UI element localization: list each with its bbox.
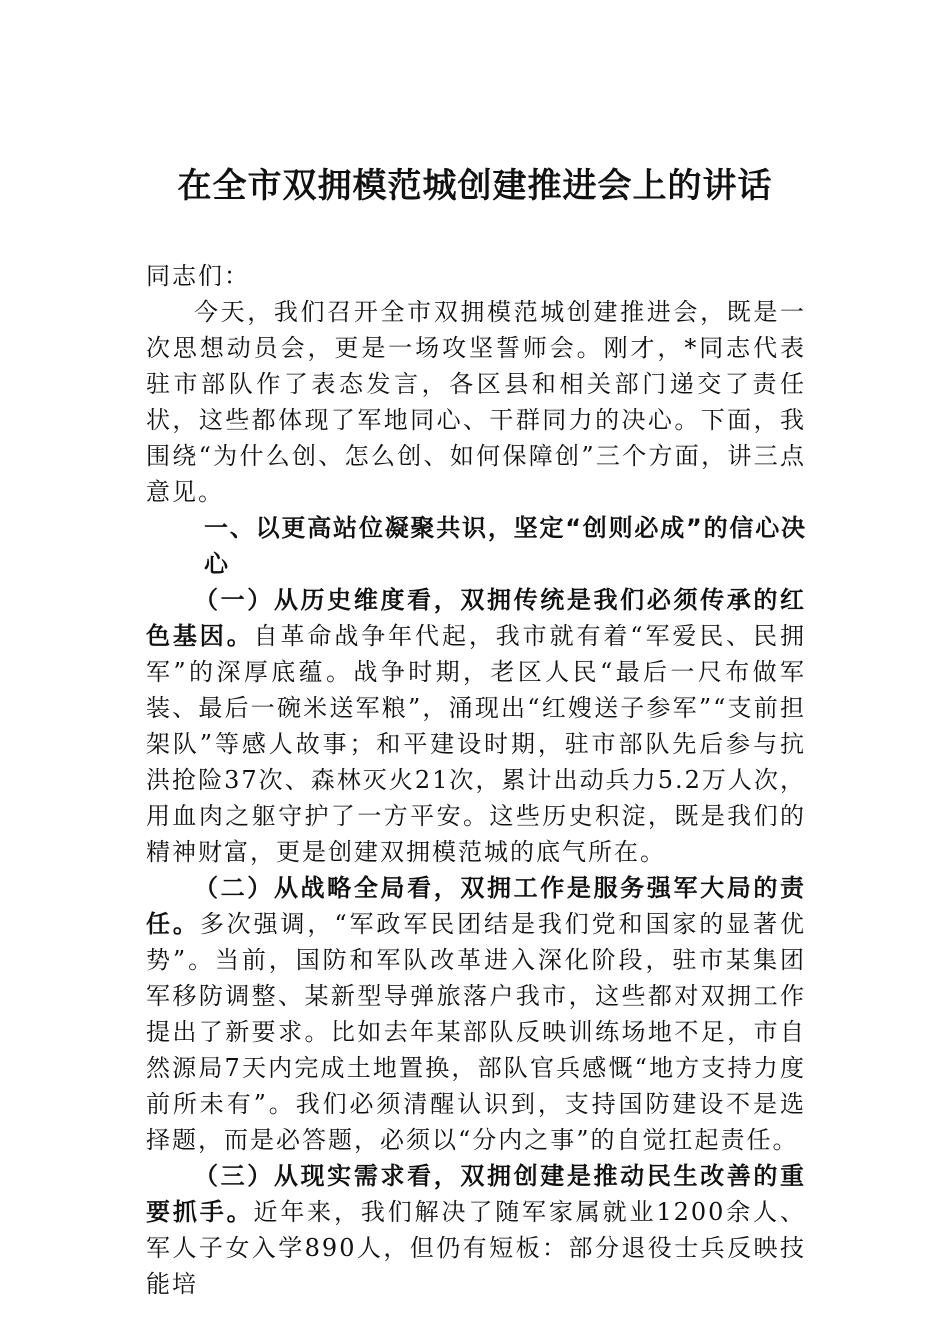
paragraph-1 — [146, 582, 806, 870]
paragraph-3 — [146, 1158, 806, 1302]
intro-paragraph: 今天，我们召开全市双拥模范城创建推进会，既是一次思想动员会，更是一场攻坚誓师会。刚才，*同志代表驻市部队作了表态发言，各区县和相关部门递交了责任状，这些都体现了军地同心、干群同力的决心。下面，我围绕“为什么创、怎么创、如何保障创”三个方面，讲三点意见。 — [146, 298, 806, 506]
paragraph-1-lead: （一）从历史维度看，双拥传统是我们必须传承的红色基因。 — [146, 585, 806, 650]
paragraph-2-body: 多次强调，“军政军民团结是我们党和国家的显著优势”。当前，国防和军队改革进入深化阶段，驻市某集团军移防调整、某新型导弹旅落户我市，这些都对双拥工作提出了新要求。比如去年某部队反映训练场地不足，市自然源局7天内完成土地置换，部队官兵感慨“地方支持力度前所未有”。我们必须清醒认识到，支持国防建设不是选择题，而是必答题，必须以“分内之事”的自觉扛起责任。 — [146, 910, 806, 1154]
paragraph-2-lead: （二）从战略全局看，双拥工作是服务强军大局的责任。 — [146, 873, 806, 938]
paragraph-1-body: 自革命战争年代起，我市就有着“军爱民、民拥军”的深厚底蕴。战争时期，老区人民“最后一尺布做军装、最后一碗米送军粮”，涌现出“红嫂送子参军”“支前担架队”等感人故事；和平建设时期，驻市部队先后参与抗洪抢险37次、森林灭火21次，累计出动兵力5.2万人次，用血肉之躯守护了一方平安。这些历史积淀，既是我们的精神财富，更是创建双拥模范城的底气所在。 — [146, 622, 806, 866]
document-title: 在全市双拥模范城创建推进会上的讲话 — [177, 166, 773, 206]
document-body — [146, 258, 806, 1302]
paragraph-2 — [146, 870, 806, 1158]
paragraph-3-body: 近年来，我们解决了随军家属就业1200余人、军人子女入学890人，但仍有短板：部分退役士兵反映技能培 — [146, 1198, 807, 1298]
section-heading-1: 一、以更高站位凝聚共识，坚定“创则必成”的信心决心 — [204, 514, 806, 578]
paragraph-3-lead: （三）从现实需求看，双拥创建是推动民生改善的重要抓手。 — [146, 1161, 806, 1226]
salutation: 同志们： — [146, 262, 250, 290]
